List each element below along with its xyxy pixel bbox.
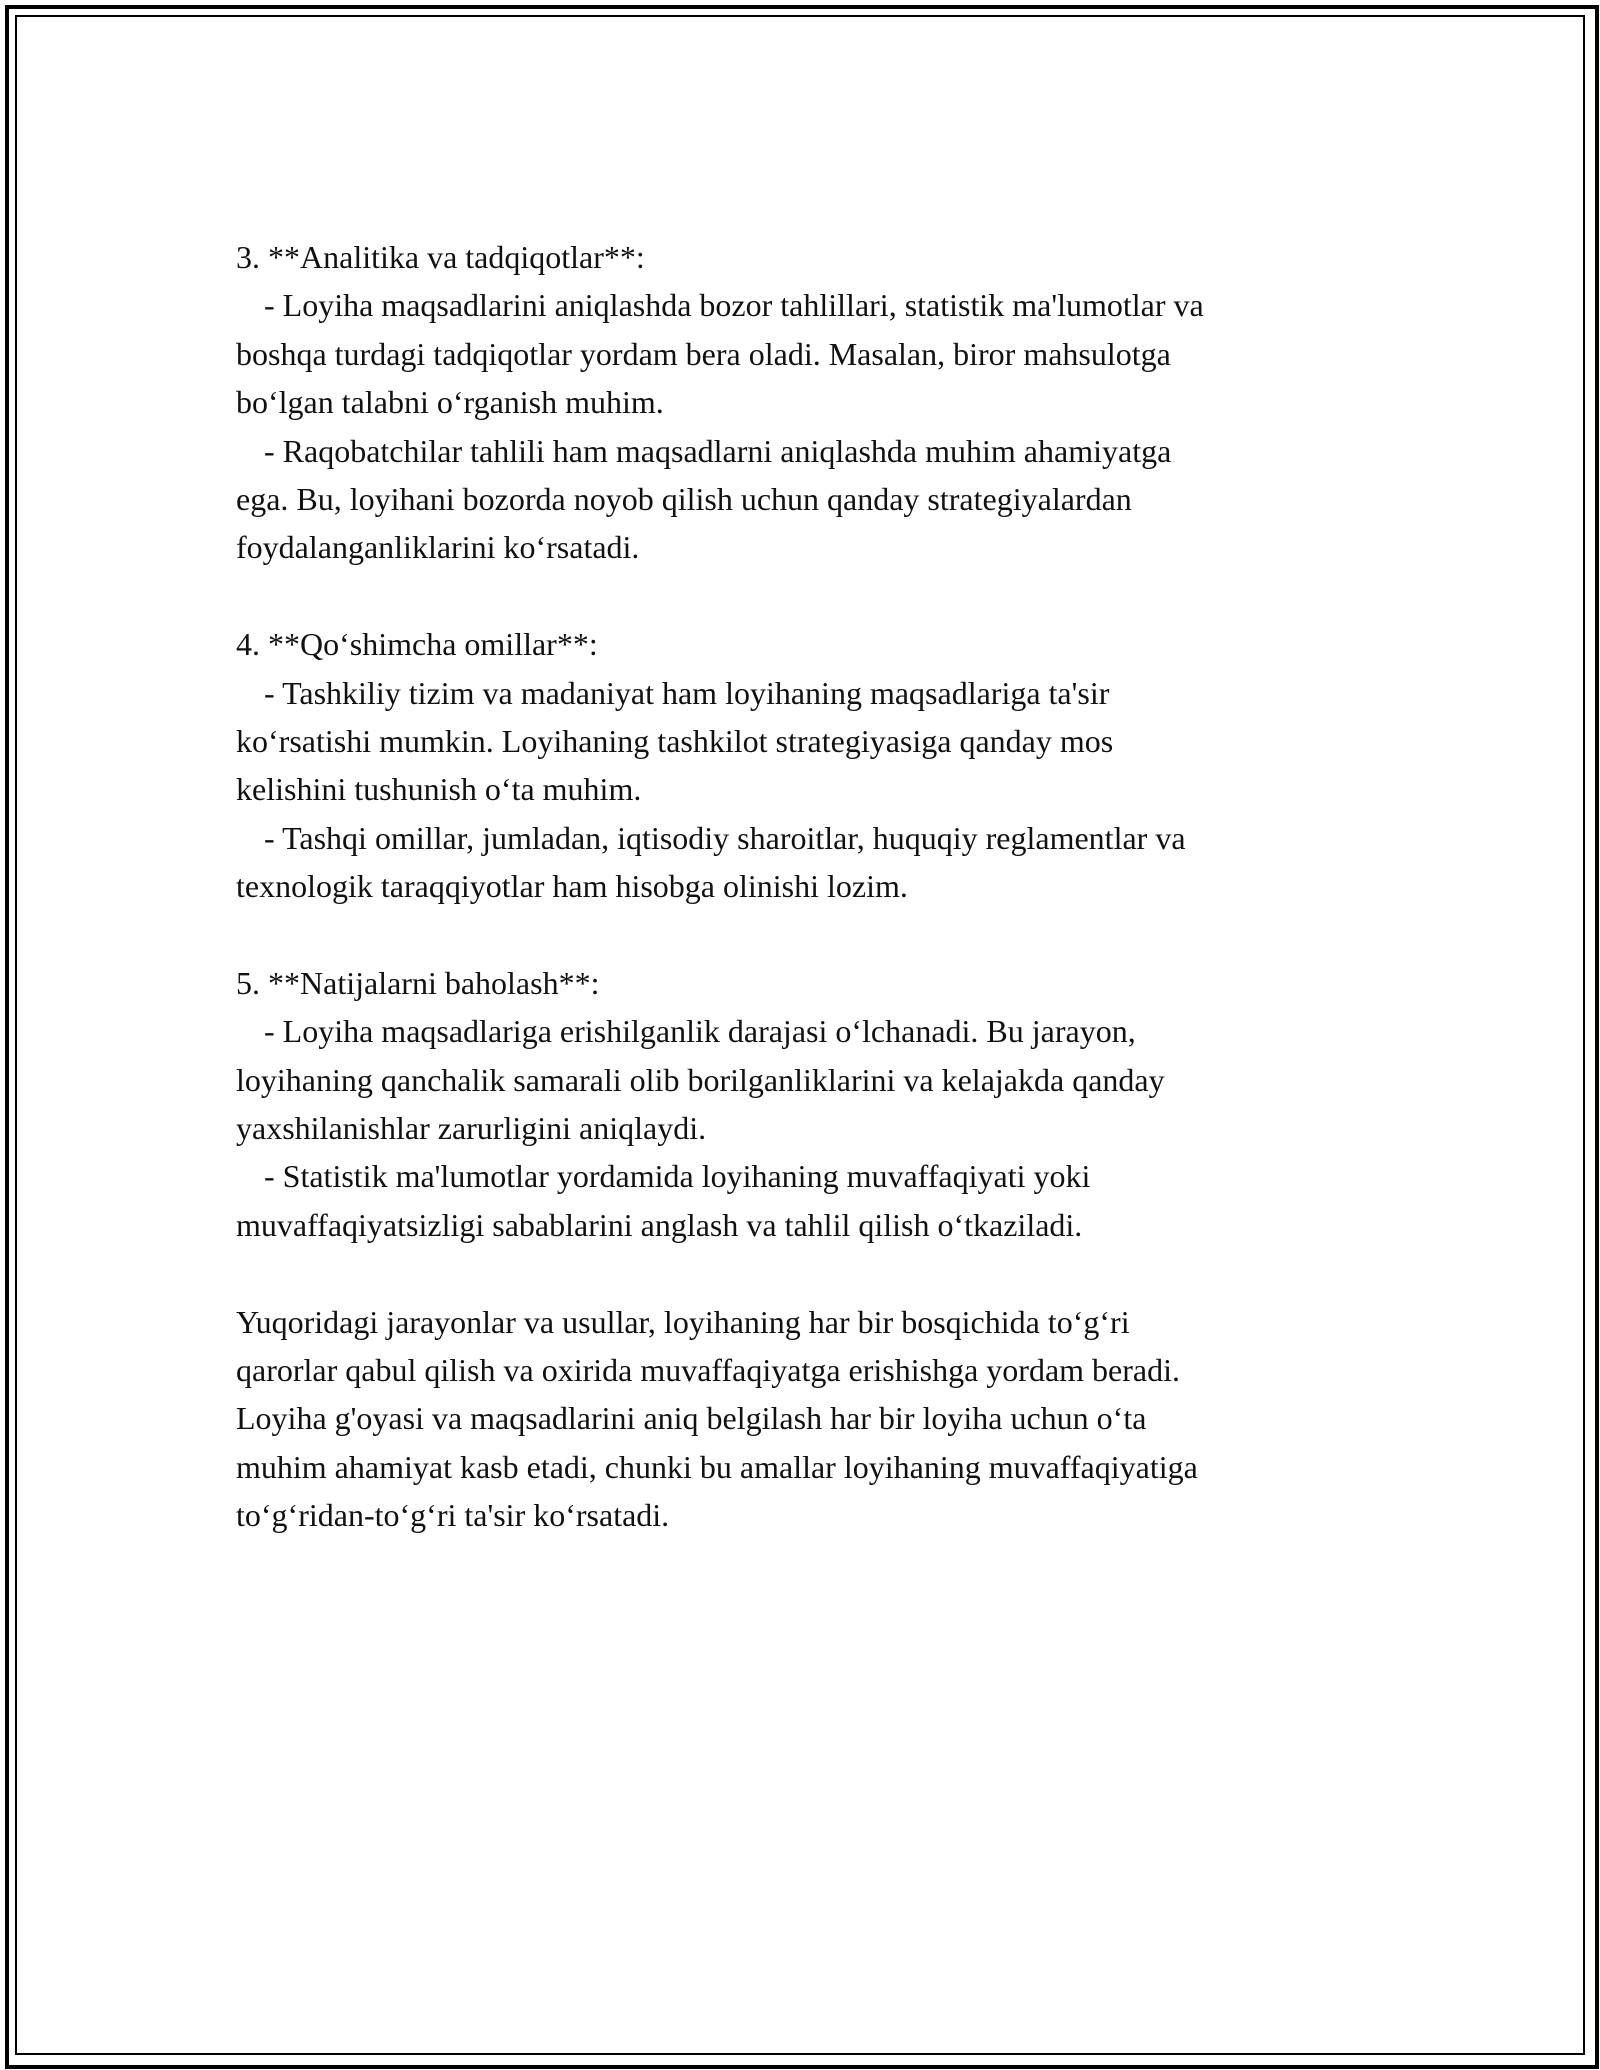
blank-line — [236, 910, 1386, 958]
paragraph-line: - Tashkiliy tizim va madaniyat ham loyihaning maqsadlariga ta'sir — [264, 674, 1110, 711]
bullet-paragraph — [236, 669, 1386, 814]
bullet-paragraph — [236, 1007, 1386, 1152]
document-body — [236, 233, 1386, 1540]
bullet-paragraph — [236, 1152, 1386, 1249]
paragraph-line: texnologik taraqqiyotlar ham hisobga olinishi lozim. — [236, 868, 908, 905]
paragraph-line: to‘g‘ridan-to‘g‘ri ta'sir ko‘rsatadi. — [236, 1497, 670, 1534]
section-4 — [236, 620, 1386, 910]
bullet-paragraph — [236, 281, 1386, 426]
bullet-paragraph — [236, 814, 1386, 911]
blank-line — [236, 1249, 1386, 1297]
blank-line — [236, 572, 1386, 620]
bullet-paragraph — [236, 427, 1386, 572]
paragraph-line: muvaffaqiyatsizligi sabablarini anglash va tahlil qilish o‘tkaziladi. — [236, 1206, 1083, 1243]
paragraph-line: - Tashqi omillar, jumladan, iqtisodiy sharoitlar, huquqiy reglamentlar va — [264, 819, 1186, 856]
conclusion-paragraph — [236, 1298, 1386, 1540]
paragraph-line: muhim ahamiyat kasb etadi, chunki bu amallar loyihaning muvaffaqiyatiga — [236, 1448, 1198, 1485]
paragraph-line: Loyiha g'oyasi va maqsadlarini aniq belgilash har bir loyiha uchun o‘ta — [236, 1400, 1147, 1437]
paragraph-line: yaxshilanishlar zarurligini aniqlaydi. — [236, 1110, 707, 1147]
paragraph-line: kelishini tushunish o‘ta muhim. — [236, 771, 642, 808]
paragraph-line: - Loyiha maqsadlarini aniqlashda bozor tahlillari, statistik ma'lumotlar va — [264, 287, 1204, 324]
paragraph-line: ega. Bu, loyihani bozorda noyob qilish uchun qanday strategiyalardan — [236, 480, 1132, 517]
paragraph-line: qarorlar qabul qilish va oxirida muvaffaqiyatga erishishga yordam beradi. — [236, 1351, 1180, 1388]
section-heading: 3. **Analitika va tadqiqotlar**: — [236, 239, 645, 275]
paragraph-line: - Raqobatchilar tahlili ham maqsadlarni aniqlashda muhim ahamiyatga — [264, 432, 1172, 469]
paragraph-line: loyihaning qanchalik samarali olib borilganliklarini va kelajakda qanday — [236, 1061, 1165, 1098]
paragraph-line: Yuqoridagi jarayonlar va usullar, loyihaning har bir bosqichida to‘g‘ri — [236, 1303, 1130, 1340]
section-heading: 5. **Natijalarni baholash**: — [236, 964, 600, 1001]
section-3 — [236, 233, 1386, 572]
paragraph-line: - Loyiha maqsadlariga erishilganlik darajasi o‘lchanadi. Bu jarayon, — [264, 1013, 1136, 1050]
section-5 — [236, 959, 1386, 1249]
paragraph-line: - Statistik ma'lumotlar yordamida loyihaning muvaffaqiyati yoki — [264, 1158, 1091, 1195]
paragraph-line: bo‘lgan talabni o‘rganish muhim. — [236, 384, 664, 421]
paragraph-line: foydalanganliklarini ko‘rsatadi. — [236, 529, 640, 566]
paragraph-line: boshqa turdagi tadqiqotlar yordam bera oladi. Masalan, biror mahsulotga — [236, 335, 1171, 372]
section-heading: 4. **Qo‘shimcha omillar**: — [236, 626, 598, 663]
paragraph-line: ko‘rsatishi mumkin. Loyihaning tashkilot strategiyasiga qanday mos — [236, 722, 1114, 759]
